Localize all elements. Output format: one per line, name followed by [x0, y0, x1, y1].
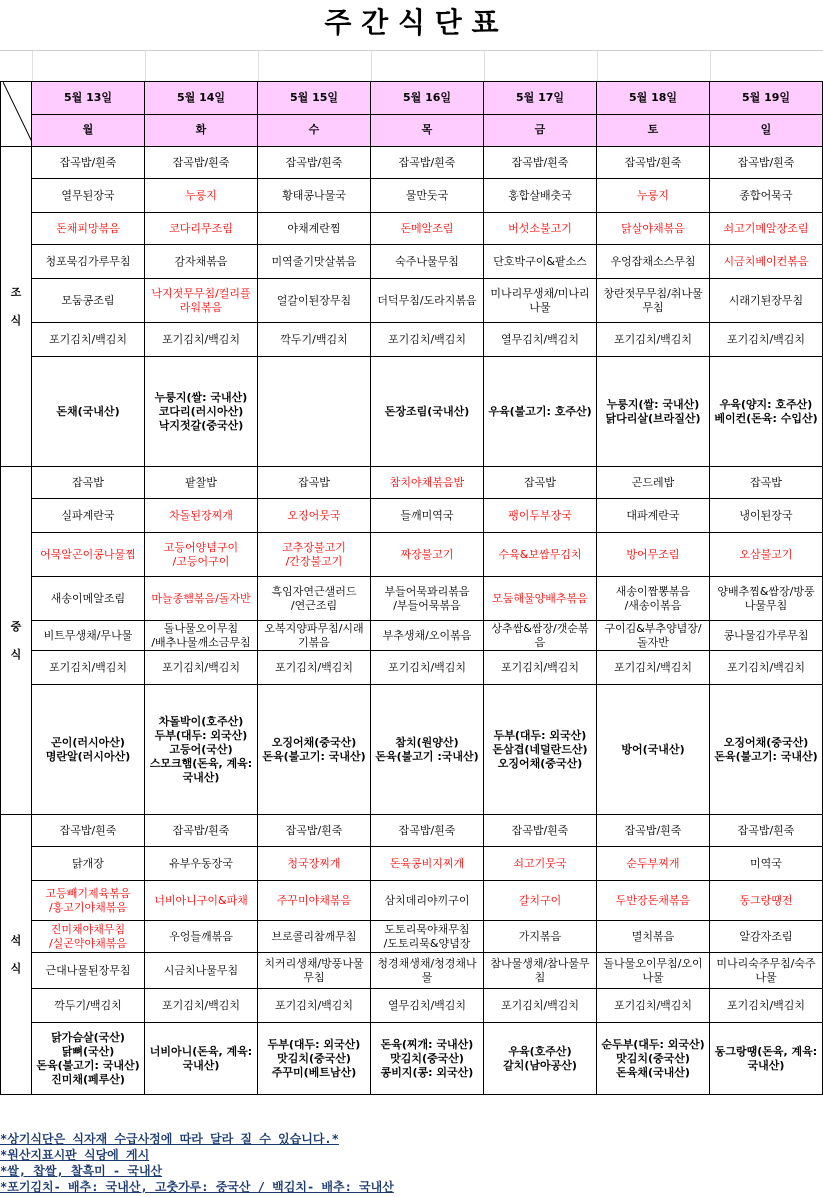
menu-row [1, 499, 823, 533]
origin-cell: 두부(대두: 외국산) 돈삼겹(네덜란드산) 오징어채(중국산) [484, 685, 597, 815]
menu-row [1, 847, 823, 881]
menu-item-cell: 도토리묵야채무침 /도토리묵&양념장 [371, 921, 484, 953]
menu-item-cell: 새송이짬뽕볶음 /새송이볶음 [597, 577, 710, 621]
menu-item-cell: 진미채야채무침 /실곤약야채볶음 [32, 921, 145, 953]
menu-item-cell: 참치야채볶음밥 [371, 467, 484, 499]
menu-item-cell: 잡곡밥 [258, 467, 371, 499]
menu-item-cell: 갈치구이 [484, 881, 597, 921]
menu-item-cell: 잡곡밥/흰죽 [371, 147, 484, 179]
menu-item-cell: 버섯소불고기 [484, 213, 597, 245]
menu-row [1, 1023, 823, 1095]
menu-item-cell: 잡곡밥/흰죽 [145, 815, 258, 847]
menu-item-cell: 너비아니구이&파채 [145, 881, 258, 921]
menu-item-cell: 종합어묵국 [710, 179, 823, 213]
menu-item-cell: 잡곡밥/흰죽 [32, 147, 145, 179]
menu-item-cell: 돈채피망볶음 [32, 213, 145, 245]
weekday-header: 금 [484, 114, 597, 147]
menu-row [1, 279, 823, 323]
menu-item-cell: 포기김치/백김치 [145, 989, 258, 1023]
menu-row [1, 953, 823, 989]
menu-item-cell: 팥찰밥 [145, 467, 258, 499]
menu-row [1, 881, 823, 921]
menu-item-cell: 포기김치/백김치 [710, 989, 823, 1023]
origin-cell: 닭가슴살(국산) 닭뼈(국산) 돈육(불고기: 국내산) 진미채(페루산) [32, 1023, 145, 1095]
menu-item-cell: 잡곡밥/흰죽 [145, 147, 258, 179]
origin-cell [258, 357, 371, 467]
menu-item-cell: 깍두기/백김치 [32, 989, 145, 1023]
menu-item-cell: 닭개장 [32, 847, 145, 881]
page-title [0, 0, 823, 50]
menu-item-cell: 양배추찜&쌈장/방풍 나물무침 [710, 577, 823, 621]
date-header: 5월 17일 [484, 82, 597, 115]
menu-row [1, 685, 823, 815]
menu-item-cell: 흑임자연근샐러드 /연근조림 [258, 577, 371, 621]
menu-item-cell: 들깨미역국 [371, 499, 484, 533]
menu-item-cell: 시금치베이컨볶음 [710, 245, 823, 279]
menu-item-cell: 포기김치/백김치 [484, 989, 597, 1023]
date-header: 5월 16일 [371, 82, 484, 115]
menu-item-cell: 새송이메알조림 [32, 577, 145, 621]
menu-row [1, 467, 823, 499]
menu-item-cell: 모둠해물양배추볶음 [484, 577, 597, 621]
menu-row [1, 179, 823, 213]
menu-item-cell: 냉이된장국 [710, 499, 823, 533]
menu-item-cell: 돌나물오이무침 /배추나물깨소금무침 [145, 621, 258, 651]
menu-item-cell: 잡곡밥/흰죽 [710, 147, 823, 179]
menu-item-cell: 고추장불고기 /간장불고기 [258, 533, 371, 577]
menu-item-cell: 실파계란국 [32, 499, 145, 533]
menu-item-cell: 오복지양파무침/시래 기볶음 [258, 621, 371, 651]
date-header: 5월 19일 [710, 82, 823, 115]
menu-row [1, 533, 823, 577]
footer-notes [0, 1131, 823, 1195]
origin-cell: 동그랑땡(돈육, 계육: 국내산) [710, 1023, 823, 1095]
menu-item-cell: 포기김치/백김치 [597, 989, 710, 1023]
menu-item-cell: 야채계란찜 [258, 213, 371, 245]
menu-item-cell: 어묵알곤이콩나물찜 [32, 533, 145, 577]
footer-note: *쌀, 찹쌀, 찰흑미 - 국내산 [0, 1164, 163, 1178]
menu-item-cell: 닭살야채볶음 [597, 213, 710, 245]
menu-item-cell: 누룽지 [145, 179, 258, 213]
weekday-header: 목 [371, 114, 484, 147]
menu-item-cell: 감자채볶음 [145, 245, 258, 279]
menu-item-cell: 돌나물오이무침/오이 나물 [597, 953, 710, 989]
menu-item-cell: 알감자조림 [710, 921, 823, 953]
menu-item-cell: 쇠고기뭇국 [484, 847, 597, 881]
menu-row [1, 621, 823, 651]
date-header: 5월 13일 [32, 82, 145, 115]
menu-item-cell: 오징어뭇국 [258, 499, 371, 533]
menu-row [1, 357, 823, 467]
menu-item-cell: 포기김치/백김치 [597, 323, 710, 357]
menu-item-cell: 포기김치/백김치 [32, 651, 145, 685]
menu-item-cell: 깍두기/백김치 [258, 323, 371, 357]
menu-item-cell: 미나리숙주무침/숙주 나물 [710, 953, 823, 989]
date-header: 5월 14일 [145, 82, 258, 115]
menu-item-cell: 열무된장국 [32, 179, 145, 213]
weekday-row [1, 114, 823, 147]
menu-item-cell: 창란젓무무침/취나물 무침 [597, 279, 710, 323]
menu-item-cell: 잡곡밥/흰죽 [710, 815, 823, 847]
menu-item-cell: 치커리생채/방풍나물 무침 [258, 953, 371, 989]
menu-item-cell: 포기김치/백김치 [145, 651, 258, 685]
menu-item-cell: 잡곡밥 [710, 467, 823, 499]
menu-item-cell: 가지볶음 [484, 921, 597, 953]
weekly-menu-table [0, 81, 823, 1095]
menu-item-cell: 누룽지 [597, 179, 710, 213]
origin-cell: 돈채(국내산) [32, 357, 145, 467]
menu-item-cell: 잡곡밥/흰죽 [258, 147, 371, 179]
menu-item-cell: 잡곡밥/흰죽 [32, 815, 145, 847]
menu-row [1, 577, 823, 621]
footer-note: *포기김치- 배추: 국내산, 고춧가루: 중국산 / 백김치- 배추: 국내산 [0, 1180, 394, 1194]
menu-item-cell: 주꾸미야채볶음 [258, 881, 371, 921]
origin-cell: 오징어채(중국산) 돈육(불고기: 국내산) [258, 685, 371, 815]
origin-cell: 두부(대두: 외국산) 맛김치(중국산) 주꾸미(베트남산) [258, 1023, 371, 1095]
meal-label: 석 식 [1, 815, 32, 1095]
menu-item-cell: 시금치나물무침 [145, 953, 258, 989]
menu-item-cell: 잡곡밥/흰죽 [597, 147, 710, 179]
corner-diagonal [3, 82, 32, 146]
origin-cell: 곤이(러시아산) 명란알(러시아산) [32, 685, 145, 815]
corner-cell [1, 82, 32, 147]
menu-item-cell: 부추생채/오이볶음 [371, 621, 484, 651]
menu-item-cell: 미나리무생채/미나리 나물 [484, 279, 597, 323]
menu-item-cell: 순두부찌개 [597, 847, 710, 881]
weekday-header: 월 [32, 114, 145, 147]
origin-cell: 돈장조림(국내산) [371, 357, 484, 467]
meal-label: 조 식 [1, 147, 32, 467]
origin-cell: 너비아니(돈육, 계육: 국내산) [145, 1023, 258, 1095]
menu-item-cell: 포기김치/백김치 [32, 323, 145, 357]
menu-item-cell: 고등어양념구이 /고등어구이 [145, 533, 258, 577]
menu-item-cell: 잡곡밥/흰죽 [484, 147, 597, 179]
weekday-header: 일 [710, 114, 823, 147]
menu-row [1, 989, 823, 1023]
menu-row [1, 245, 823, 279]
weekday-header: 화 [145, 114, 258, 147]
menu-row [1, 651, 823, 685]
menu-item-cell: 콩나물김가루무침 [710, 621, 823, 651]
menu-item-cell: 포기김치/백김치 [484, 651, 597, 685]
menu-row [1, 921, 823, 953]
menu-item-cell: 잡곡밥 [32, 467, 145, 499]
menu-row [1, 147, 823, 179]
menu-item-cell: 물만둣국 [371, 179, 484, 213]
menu-item-cell: 숙주나물무침 [371, 245, 484, 279]
menu-item-cell: 우엉들깨볶음 [145, 921, 258, 953]
menu-item-cell: 포기김치/백김치 [371, 323, 484, 357]
menu-item-cell: 짜장불고기 [371, 533, 484, 577]
menu-item-cell: 참나물생채/참나물무 침 [484, 953, 597, 989]
menu-item-cell: 청경채생채/청경채나 물 [371, 953, 484, 989]
menu-item-cell: 유부우동장국 [145, 847, 258, 881]
menu-item-cell: 돈메알조림 [371, 213, 484, 245]
menu-item-cell: 포기김치/백김치 [371, 651, 484, 685]
date-header: 5월 18일 [597, 82, 710, 115]
menu-item-cell: 브로콜리참깨무침 [258, 921, 371, 953]
menu-item-cell: 포기김치/백김치 [597, 651, 710, 685]
menu-item-cell: 미역국 [710, 847, 823, 881]
menu-item-cell: 쇠고기메알장조림 [710, 213, 823, 245]
origin-cell: 참치(원양산) 돈육(불고기 :국내산) [371, 685, 484, 815]
menu-item-cell: 포기김치/백김치 [710, 323, 823, 357]
menu-item-cell: 모둠콩조림 [32, 279, 145, 323]
origin-cell: 돈육(찌개: 국내산) 맛김치(중국산) 콩비지(콩: 외국산) [371, 1023, 484, 1095]
menu-item-cell: 포기김치/백김치 [710, 651, 823, 685]
menu-item-cell: 고등빼기제육볶음 /홍고기야채볶음 [32, 881, 145, 921]
origin-cell: 누룽지(쌀: 국내산) 닭다리살(브라질산) [597, 357, 710, 467]
footer-note: *원산지표시판 식당에 게시 [0, 1148, 150, 1162]
menu-item-cell: 멸치볶음 [597, 921, 710, 953]
weekday-header: 수 [258, 114, 371, 147]
menu-item-cell: 잡곡밥/흰죽 [484, 815, 597, 847]
menu-item-cell: 대파계란국 [597, 499, 710, 533]
menu-item-cell: 낙지젓무무침/컬리플 라워볶음 [145, 279, 258, 323]
menu-item-cell: 황태콩나물국 [258, 179, 371, 213]
menu-item-cell: 더덕무침/도라지볶음 [371, 279, 484, 323]
menu-item-cell: 차돌된장찌개 [145, 499, 258, 533]
origin-cell: 우육(양지: 호주산) 베이컨(돈육: 수입산) [710, 357, 823, 467]
date-header: 5월 15일 [258, 82, 371, 115]
menu-item-cell: 열무김치/백김치 [371, 989, 484, 1023]
menu-item-cell: 잡곡밥 [484, 467, 597, 499]
sheet-grid-strip [0, 50, 823, 81]
menu-item-cell: 수육&보쌈무김치 [484, 533, 597, 577]
menu-item-cell: 열무김치/백김치 [484, 323, 597, 357]
menu-item-cell: 포기김치/백김치 [258, 651, 371, 685]
menu-row [1, 213, 823, 245]
menu-item-cell: 청포묵김가루무침 [32, 245, 145, 279]
menu-item-cell: 포기김치/백김치 [145, 323, 258, 357]
menu-item-cell: 부들어묵꽈리볶음 /부들어묵볶음 [371, 577, 484, 621]
menu-item-cell: 근대나물된장무침 [32, 953, 145, 989]
menu-item-cell: 미역줄기맛살볶음 [258, 245, 371, 279]
menu-item-cell: 잡곡밥/흰죽 [371, 815, 484, 847]
origin-cell: 우육(불고기: 호주산) [484, 357, 597, 467]
menu-item-cell: 잡곡밥/흰죽 [258, 815, 371, 847]
footer-note: *상기식단은 식자재 수급사정에 따라 달라 질 수 있습니다.* [0, 1132, 339, 1146]
menu-row [1, 815, 823, 847]
weekday-header: 토 [597, 114, 710, 147]
page-title-text: 주 간 식 단 표 [324, 6, 499, 39]
menu-item-cell: 얼갈이된장무침 [258, 279, 371, 323]
date-row [1, 82, 823, 115]
origin-cell: 차돌박이(호주산) 두부(대두: 외국산) 고등어(국산) 스모크햄(돈육, 계육: 국내산) [145, 685, 258, 815]
origin-cell: 방어(국내산) [597, 685, 710, 815]
origin-cell: 우육(호주산) 갈치(남아공산) [484, 1023, 597, 1095]
origin-cell: 순두부(대두: 외국산) 맛김치(중국산) 돈육채(국내산) [597, 1023, 710, 1095]
menu-item-cell: 코다리무조림 [145, 213, 258, 245]
menu-item-cell: 동그랑땡전 [710, 881, 823, 921]
menu-item-cell: 구이김&부추양념장/ 돌자반 [597, 621, 710, 651]
menu-item-cell: 팽이두부장국 [484, 499, 597, 533]
menu-item-cell: 포기김치/백김치 [258, 989, 371, 1023]
origin-cell: 오징어채(중국산) 돈육(불고기: 국내산) [710, 685, 823, 815]
menu-item-cell: 방어무조림 [597, 533, 710, 577]
menu-item-cell: 두반장돈채볶음 [597, 881, 710, 921]
menu-item-cell: 오삼불고기 [710, 533, 823, 577]
menu-item-cell: 마늘종햄볶음/돌자반 [145, 577, 258, 621]
menu-item-cell: 홍합살배춧국 [484, 179, 597, 213]
menu-row [1, 323, 823, 357]
origin-cell: 누룽지(쌀: 국내산) 코다리(러시아산) 낙지젓갈(중국산) [145, 357, 258, 467]
menu-item-cell: 단호박구이&팥소스 [484, 245, 597, 279]
meal-label: 중 식 [1, 467, 32, 815]
menu-item-cell: 곤드레밥 [597, 467, 710, 499]
menu-item-cell: 돈육콩비지찌개 [371, 847, 484, 881]
menu-item-cell: 잡곡밥/흰죽 [597, 815, 710, 847]
menu-item-cell: 시래기된장무침 [710, 279, 823, 323]
menu-item-cell: 비트무생채/무나물 [32, 621, 145, 651]
menu-item-cell: 삼치데리야끼구이 [371, 881, 484, 921]
menu-item-cell: 우엉잡채소스무침 [597, 245, 710, 279]
menu-item-cell: 상추쌈&쌈장/갯순볶 음 [484, 621, 597, 651]
menu-item-cell: 청국장찌개 [258, 847, 371, 881]
